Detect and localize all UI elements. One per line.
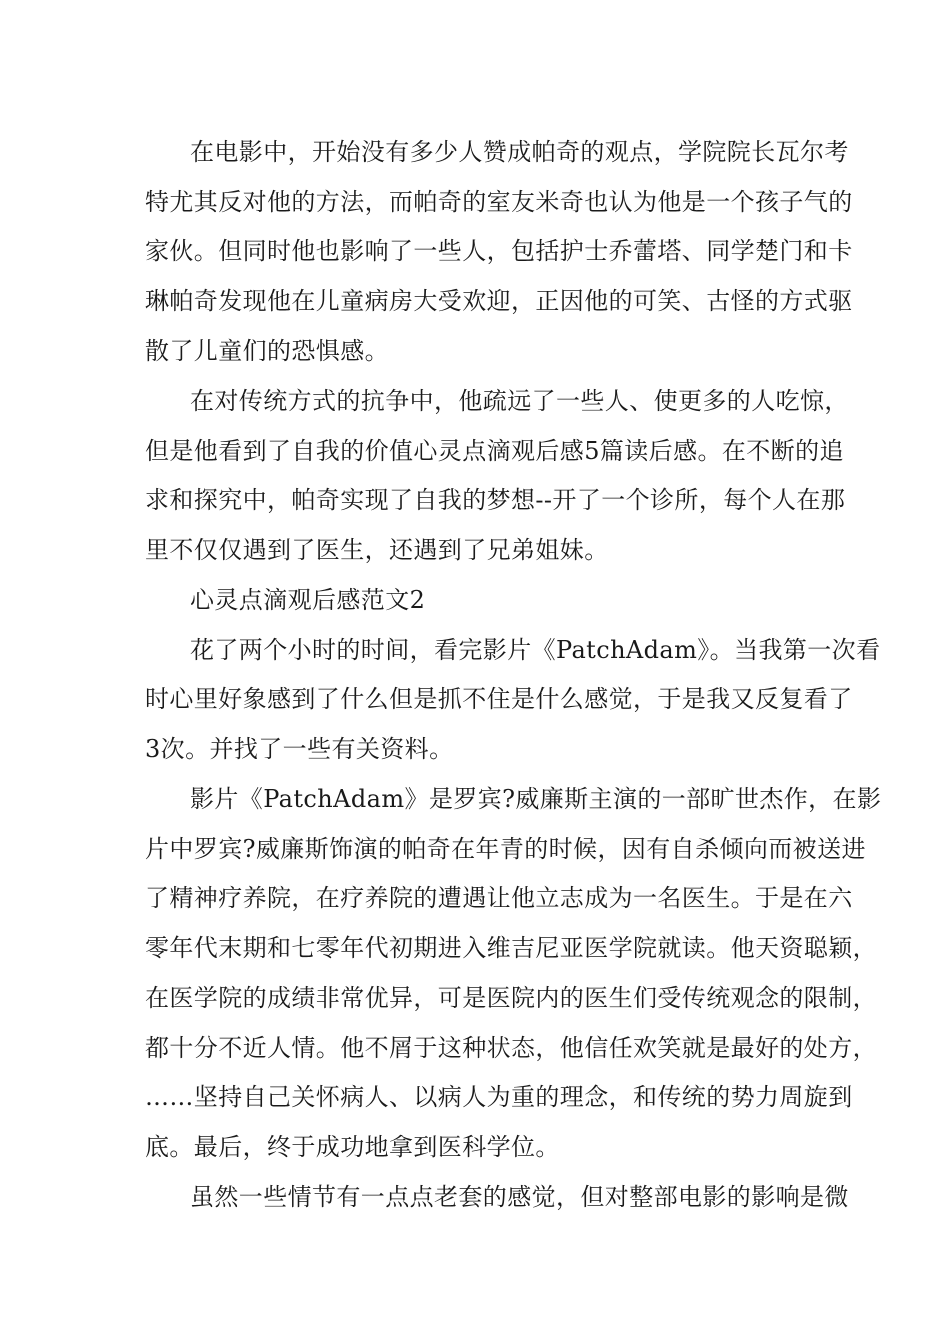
text-line: 虽然一些情节有一点点老套的感觉，但对整部电影的影响是微 (190, 1183, 849, 1211)
text-line: 都十分不近人情。他不屑于这种状态，他信任欢笑就是最好的处方， (145, 1034, 877, 1062)
text-line: 家伙。但同时他也影响了一些人，包括护士乔蕾塔、同学楚门和卡 (145, 237, 853, 265)
text-line: 琳帕奇发现他在儿童病房大受欢迎，正因他的可笑、古怪的方式驱 (145, 287, 853, 315)
text-line: ……坚持自己关怀病人、以病人为重的理念，和传统的势力周旋到 (145, 1083, 853, 1111)
text-line: 底。最后，终于成功地拿到医科学位。 (145, 1133, 560, 1161)
text-line: 但是他看到了自我的价值心灵点滴观后感5篇读后感。在不断的追 (145, 437, 844, 465)
text-line: 时心里好象感到了什么但是抓不住是什么感觉，于是我又反复看了 (145, 685, 853, 713)
text-line: 3次。并找了一些有关资料。 (145, 735, 454, 763)
text-line: 影片《PatchAdam》是罗宾?威廉斯主演的一部旷世杰作，在影 (190, 785, 882, 813)
text-line: 求和探究中，帕奇实现了自我的梦想--开了一个诊所，每个人在那 (145, 486, 846, 514)
text-line: 花了两个小时的时间，看完影片《PatchAdam》。当我第一次看 (190, 636, 881, 664)
text-line: 里不仅仅遇到了医生，还遇到了兄弟姐妹。 (145, 536, 609, 564)
text-line: 在电影中，开始没有多少人赞成帕奇的观点，学院院长瓦尔考 (190, 138, 849, 166)
text-line: 特尤其反对他的方法，而帕奇的室友米奇也认为他是一个孩子气的 (145, 188, 853, 216)
text-line: 在医学院的成绩非常优异，可是医院内的医生们受传统观念的限制， (145, 984, 877, 1012)
text-line: 零年代末期和七零年代初期进入维吉尼亚医学院就读。他天资聪颖， (145, 934, 877, 962)
section-title: 心灵点滴观后感范文2 (190, 586, 426, 614)
text-line: 在对传统方式的抗争中，他疏远了一些人、使更多的人吃惊， (190, 387, 849, 415)
text-line: 片中罗宾?威廉斯饰演的帕奇在年青的时候，因有自杀倾向而被送进 (145, 835, 866, 863)
text-line: 散了儿童们的恐惧感。 (145, 337, 389, 365)
text-line: 了精神疗养院，在疗养院的遭遇让他立志成为一名医生。于是在六 (145, 884, 853, 912)
